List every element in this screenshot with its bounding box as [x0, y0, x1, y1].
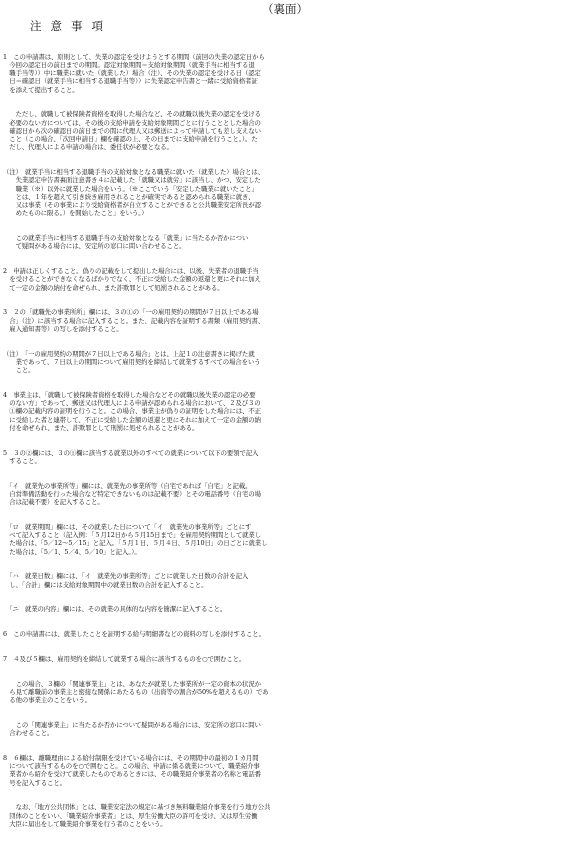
- note-paragraph: 「ロ 就業期間」欄には、その就業した日について「イ 就業先の事業所等」ごとにす べて記入すること（記入例：「５月12日から５月15日まで」を雇用契約期間として就業し た場合は、「5／12～5／15」と記入。「５月１日、５月４日、５月10日」の日ごとに就業し た場合は、「5／1、5／4、5／10」と記入。）。: [9, 522, 268, 556]
- note-paragraph: 4 事業主は、「就職して被保険者資格を取得した場合などその就職以後失業の認定の必要 のない方」であって、郵送又は代理人による申請が認められる場合において、２及び３の ①欄の記載内容の証明を行うこと。この場合、事業主が偽りの証明をした場合には、不正 に受給した者と連帯して、不正に受給した金額の返還と更にそれに加えて一定の金額の納 付を命ぜられ、また、詐欺罪として刑罰に処せられることがある。: [3, 390, 261, 432]
- note-paragraph: 2 申請は正しくすること。偽りの記載をして提出した場合には、以後、失業者の退職手当 を受けることができなくなるばかりでなく、不正に受給した金額の返還と更にそれに加え て一定の金額の納付を命ぜられ、また詐欺罪として処罰されることがある。: [3, 267, 261, 292]
- note-paragraph: ただし、就職して被保険者資格を取得した場合など、その就職以後失業の認定を受ける 必要のない方については、その後の支給申請を支給対象期間ごとに行うこととした場合の 確認日から次の確認日の前日までの間に代理人又は郵送によって申請しても差し支えない こと（この場合、「次回申請日」欄を確認の上、その日までに支給申請を行うこと。）。た だし、代理人による申請の場合は、委任状が必要となる。: [9, 110, 261, 152]
- note-paragraph: なお、「地方公共団体」とは、職業安定法の規定に基づき無料職業紹介事業を行う地方公共 団体のことをいい、「職業紹介事業者」とは、厚生労働大臣の許可を受け、又は厚生労働 大臣に届出をして職業紹介事業を行う者のことをいう。: [9, 803, 271, 828]
- note-paragraph: 6 この申請書には、就業したことを証明する給与明細書などの資料の写しを添付すること。: [3, 630, 265, 638]
- notes-body: [3, 36, 565, 845]
- note-paragraph: 「イ 就業先の事業所等」欄には、就業先の事業所等（自宅であれば「自宅」と記載。 自営準備活動を行った場合など特定できないものは記載不要）とその電話番号（自宅の場 合は記載不要）を記入すること。: [9, 481, 261, 506]
- note-paragraph: 8 ６欄は、離職理由による給付制限を受けている場合には、その期間中の最初の１カ月間 について該当するものを○で囲むこと。この場合、申請に係る就業について、職業紹介事 業者から紹介を受けて就業したものであるときには、その職業紹介事業者の名称と電話番 号を記入すること。: [3, 753, 261, 787]
- note-paragraph: 7 ４及び５欄は、雇用契約を締結して就業する場合に該当するものを○で囲むこと。: [3, 654, 246, 663]
- note-paragraph: （注） 「一の雇用契約の期間が７日以上である場合」とは、上記１の注意書きに掲げた就 業であって、７日以上の期間について雇用契約を締結して就業するすべての場合をいう こと。: [3, 349, 261, 374]
- note-paragraph: この場合、３欄の「関連事業主」とは、あなたが就業した事業所が一定の資本の状況か ら見て離職前の事業主と密接な関係にあたるもの（出資等の割合が50%を超えるもの）であ る他の事業主のことをいう。: [9, 679, 269, 704]
- note-paragraph: （注） 就業手当に相当する退職手当の支給対象となる職業に就いた（就業した）場合とは、 失業認定申告書裏面注意書き４に記載した「就職又は就労」に該当し、かつ、安定した 職業（※）以外に就業した場合をいう。（※ここでいう「安定した職業に就いたこと」 とは、１年を超えて引き続き雇用されることが確実であると認められる職業に就き、 又は事業（その事業により受給資格者が自立することができると公共職業安定所長が認 めたものに限る。）を開始したこと」をいう。）: [3, 168, 265, 218]
- page-side-label: （裏面）: [262, 2, 308, 16]
- notes-heading: 注意事項: [30, 19, 112, 33]
- note-paragraph: 「ハ 就業日数」欄には、「イ 就業先の事業所等」ごとに就業した日数の合計を記入 し、「合計」欄には支給対象期間中の就業日数の合計を記入すること。: [9, 572, 249, 589]
- note-paragraph: 1 この申請書は、原則として、失業の認定を受けようとする期間（前回の失業の認定日から 今回の認定日の前日までの期間。認定対象期間＝支給対象期間（就業手当に相当する退 職手当等））中に職業に就いた（就業した）場合（注）、その失業の認定を受ける日（認定 日＝確認日（就業手当に相当する退職手当等））に失業認定申告書と一緒に受給資格者証 を添えて提出すること。: [3, 52, 265, 94]
- note-paragraph: この「関連事業主」に当たるか否かについて疑問がある場合には、安定所の窓口に問い 合わせること。: [9, 720, 261, 737]
- note-paragraph: この就業手当に相当する退職手当の支給対象となる「就業」に当たるか否かについ て疑問がある場合には、安定所の窓口に問い合わせること。: [15, 234, 249, 251]
- note-paragraph: 「ニ 就業の内容」欄には、その就業の具体的な内容を簡潔に記入すること。: [3, 605, 227, 614]
- note-paragraph: 5 ３の②欄には、３の①欄に該当する就業以外のすべての就業について以下の要領で記入 すること。: [3, 448, 259, 465]
- note-paragraph: 3 ２の「就職先の事業所所」欄には、３の①の「一の雇用契約の期間が７日以上である場 合」（注）に該当する場合に記入すること。また、記載内容を証明する書類（雇用契約書、 雇入通知書等）の写しを添付すること。: [3, 308, 265, 333]
